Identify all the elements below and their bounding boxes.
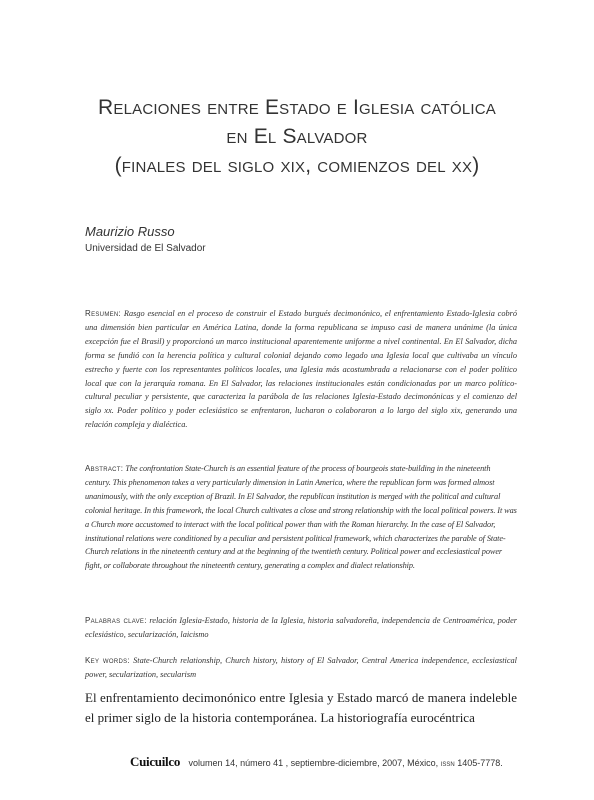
author-affiliation: Universidad de El Salvador <box>85 243 206 254</box>
palabras-clave-text: relación Iglesia-Estado, historia de la Iglesia, historia salvadoreña, independencia de Centroamérica, poder eclesiástico, secularización, laicismo <box>85 616 517 639</box>
title-line-2: en El Salvador <box>226 125 368 148</box>
journal-footer <box>130 754 530 770</box>
abstract-block <box>85 462 517 573</box>
keywords-label: Key words: <box>85 656 130 665</box>
issn-label: issn <box>440 759 455 768</box>
abstract-label: Abstract: <box>85 464 124 473</box>
article-title <box>40 93 554 180</box>
resumen-block <box>85 307 517 432</box>
body-paragraph: El enfrentamiento decimonónico entre Iglesia y Estado marcó de manera indeleble el primer siglo de la historia contemporánea. La historiografía eurocéntrica <box>85 690 517 725</box>
author-name: Maurizio Russo <box>85 224 175 239</box>
keywords-block <box>85 654 517 682</box>
palabras-clave-block <box>85 614 517 642</box>
palabras-clave-label: Palabras clave: <box>85 616 147 625</box>
issn-number: 1405-7778. <box>457 758 503 768</box>
abstract-text: The confrontation State-Church is an essential feature of the process of bourgeois state-building in the nineteenth century. This phenomenon takes a very particularly dimension in Latin America, where the republican form was formed almost unanimously, with the only exception of Brazil. In El Salvador, the republican institution is merged with the political and cultural colonial heritage. In this framework, the local Church cultivates a close and strong relationship with the local political powers. It was a Church more accustomed to interact with the local political power than with the Roman hierarchy. In the case of El Salvador, institutional relations were conditioned by a peculiar and persistent political framework, which characterizes the parable of State-Church relations in the nineteenth century and at the beginning of the twentieth century. Political power and ecclesiastical power fight, or collaborate throughout the nineteenth century, generating a complex and dialect relationship. <box>85 464 517 571</box>
title-line-3: (finales del siglo xix, comienzos del xx) <box>114 154 480 177</box>
keywords-text: State-Church relationship, Church history, history of El Salvador, Central America independence, ecclesiastical power, secularization, secularism <box>85 656 517 679</box>
resumen-text: Rasgo esencial en el proceso de construir el Estado burgués decimonónico, el enfrentamiento Estado-Iglesia cobró una dimensión bien particular en América Latina, donde la forma republicana se impuso casi de manera unánime (la única excepción fue el Brasil) y proporcionó un marco institucional aparentemente uniforme a nivel continental. En El Salvador, dicha forma se fundió con la herencia política y cultural colonial dejando como legado una Iglesia local que cultivaba un vínculo estrecho y fuerte con los representantes políticos locales, una Iglesia más acostumbrada a relacionarse con el poder político local que con la jerarquía romana. En El Salvador, las relaciones institucionales están condicionadas por un marco político-cultural peculiar y persistente, que caracteriza la parábola de las relaciones Iglesia-Estado decimonónicas y el comienzo del siglo xx. Poder político y poder eclesiástico se enfrentaron, lucharon o colaboraron a lo largo del siglo xix, generando una relación compleja y dialéctica. <box>85 309 518 430</box>
title-line-1: Relaciones entre Estado e Iglesia católica <box>98 96 496 119</box>
resumen-label: Resumen: <box>85 309 122 318</box>
journal-info: volumen 14, número 41 , septiembre-diciembre, 2007, México, <box>188 758 439 768</box>
journal-logo: Cuicuilco <box>130 754 181 769</box>
